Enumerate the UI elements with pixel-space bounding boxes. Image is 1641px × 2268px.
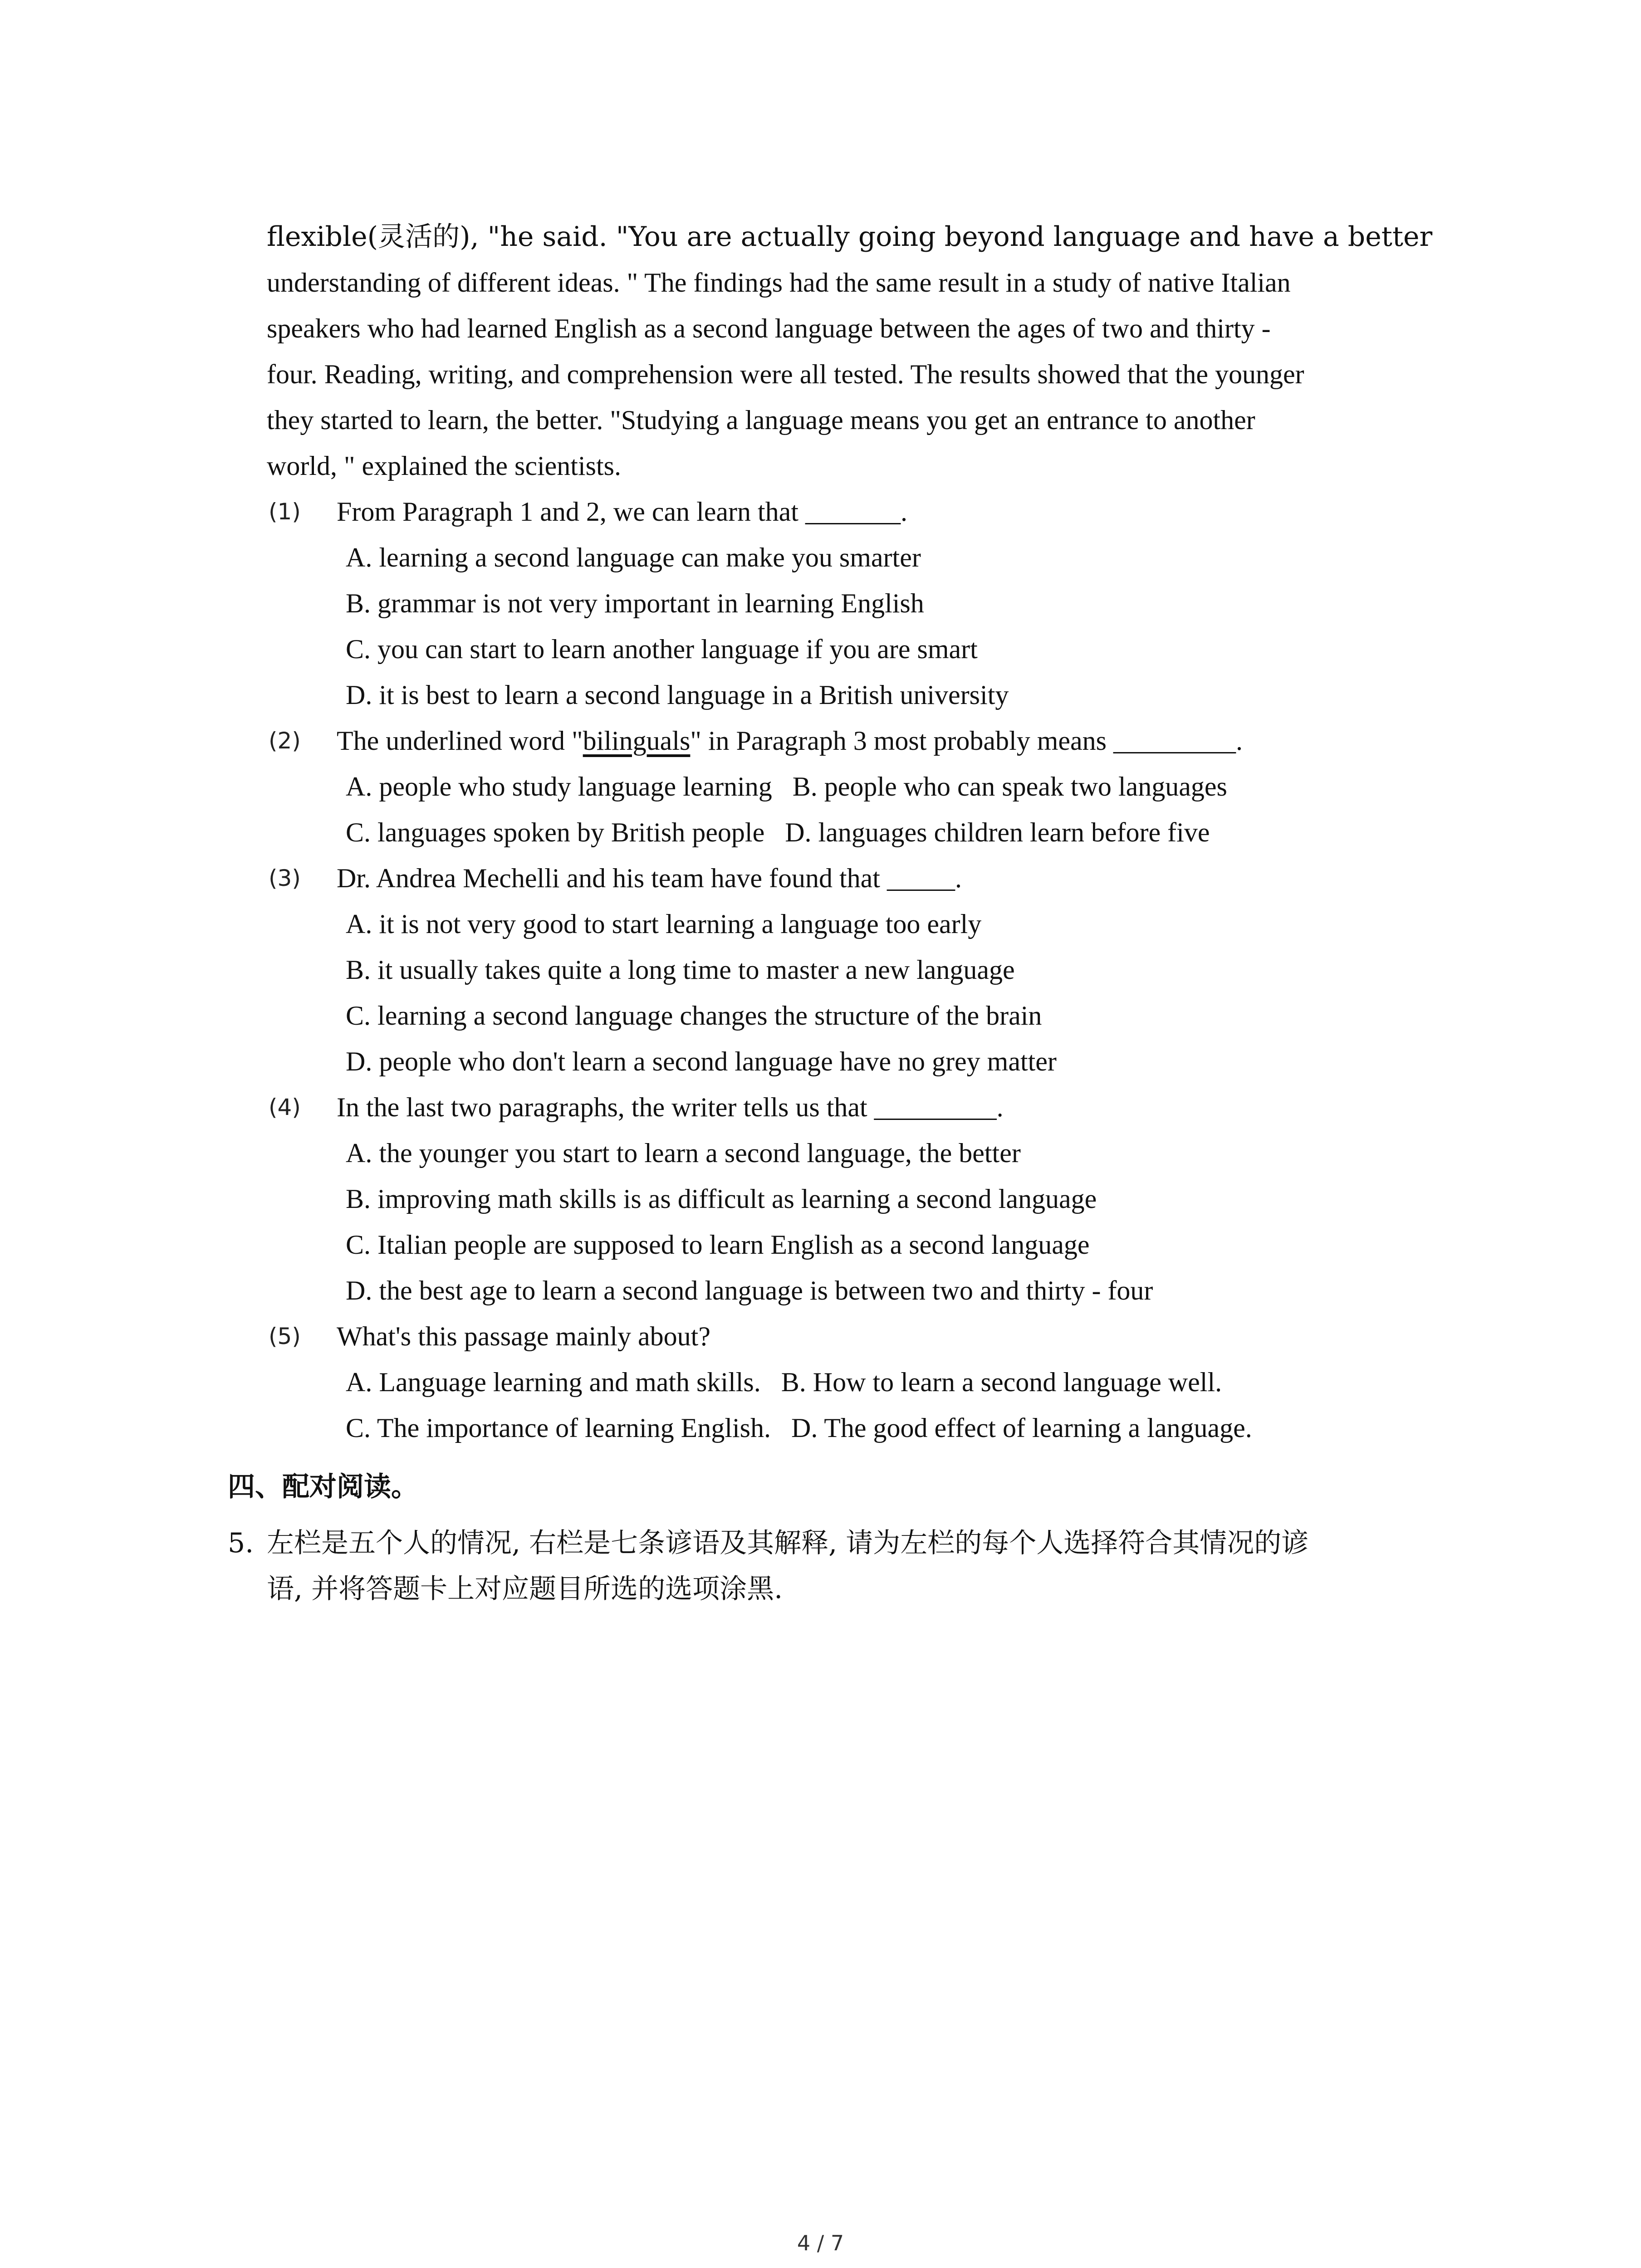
option-b: B. grammar is not very important in learning English [346, 588, 924, 618]
option-d: D. it is best to learn a second language in a British university [346, 680, 1009, 710]
option-a: A. it is not very good to start learning a language too early [346, 909, 982, 939]
passage-line-2: understanding of different ideas. " The findings had the same result in a study of native Italian [267, 268, 1291, 298]
option-a: A. the younger you start to learn a second language, the better [346, 1138, 1021, 1168]
option-d: D. people who don't learn a second language have no grey matter [346, 1046, 1057, 1076]
question-number: (5) [269, 1323, 301, 1349]
passage-line-4: four. Reading, writing, and comprehension were all tested. The results showed that the younger [267, 359, 1304, 389]
question-stem: Dr. Andrea Mechelli and his team have found that _____. [337, 863, 962, 893]
option-b: B. improving math skills is as difficult as learning a second language [346, 1184, 1097, 1214]
passage-line-3: speakers who had learned English as a second language between the ages of two and thirty - [267, 313, 1271, 343]
options-ab: A. Language learning and math skills. B. How to learn a second language well. [346, 1367, 1222, 1397]
question-number: (1) [269, 499, 301, 525]
underlined-word: bilinguals [583, 726, 691, 756]
option-a: A. learning a second language can make you smarter [346, 543, 921, 572]
passage-line-5: they started to learn, the better. "Studying a language means you get an entrance to another [267, 405, 1255, 435]
question-stem: What's this passage mainly about? [337, 1321, 710, 1351]
option-c: C. Italian people are supposed to learn English as a second language [346, 1230, 1090, 1260]
stem-text: " in Paragraph 3 most probably means _________. [690, 726, 1243, 756]
options-cd: C. languages spoken by British people D. languages children learn before five [346, 817, 1210, 847]
section-title: 四、配对阅读。 [228, 1471, 418, 1503]
option-c: C. learning a second language changes the structure of the brain [346, 1001, 1042, 1031]
page-number: 4 / 7 [797, 2231, 844, 2255]
question-number: (4) [269, 1094, 301, 1120]
instruction-line-2: 语, 并将答题卡上对应题目所选的选项涂黑. [267, 1573, 783, 1605]
option-b: B. it usually takes quite a long time to master a new language [346, 955, 1015, 985]
stem-text: The underlined word " [337, 726, 583, 756]
question-stem [337, 723, 1243, 759]
instruction-line-1: 左栏是五个人的情况, 右栏是七条谚语及其解释, 请为左栏的每个人选择符合其情况的谚 [267, 1527, 1309, 1559]
options-cd: C. The importance of learning English. D. The good effect of learning a language. [346, 1413, 1252, 1443]
question-number: (2) [269, 728, 301, 754]
option-c: C. you can start to learn another language if you are smart [346, 634, 978, 664]
option-d: D. the best age to learn a second language is between two and thirty - four [346, 1276, 1153, 1305]
item-number: 5. [228, 1527, 254, 1559]
question-stem: From Paragraph 1 and 2, we can learn that _______. [337, 497, 907, 527]
passage-line-1: flexible(灵活的), "he said. "You are actually going beyond language and have a better [267, 221, 1433, 253]
question-number: (3) [269, 865, 301, 891]
question-stem: In the last two paragraphs, the writer tells us that _________. [337, 1092, 1004, 1122]
passage-line-6: world, " explained the scientists. [267, 451, 621, 481]
options-ab: A. people who study language learning B. people who can speak two languages [346, 772, 1227, 802]
